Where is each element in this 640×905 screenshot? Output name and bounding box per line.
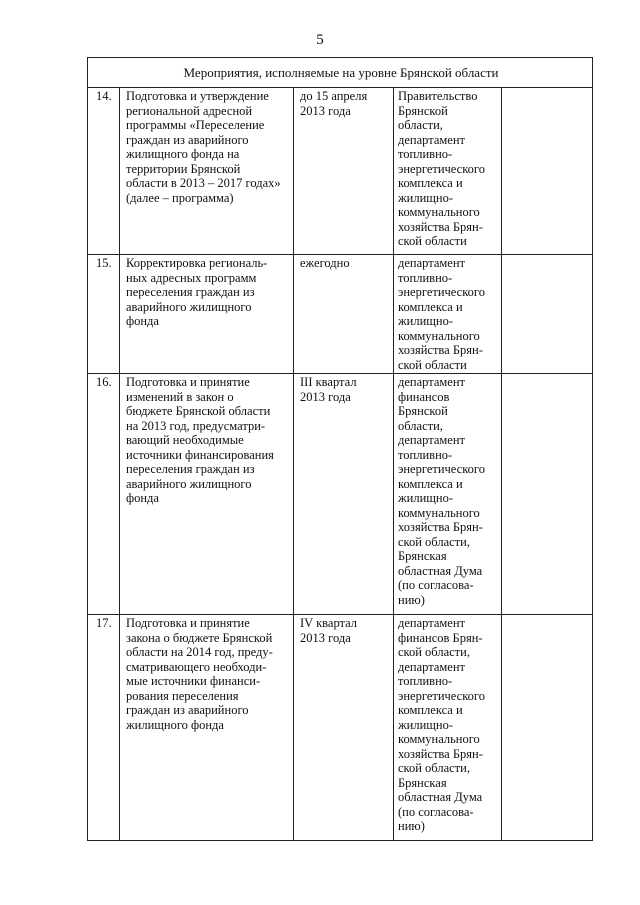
cell-line: Подготовка и принятие bbox=[126, 375, 250, 389]
cell-line: региональной адресной bbox=[126, 103, 253, 118]
cell-line: нию) bbox=[398, 819, 425, 833]
cell-line: 2013 года bbox=[300, 389, 351, 404]
cell-line: департамент bbox=[398, 375, 466, 389]
cell-line: фонда bbox=[126, 491, 159, 505]
cell-line: коммунального bbox=[398, 328, 480, 343]
cell-line: департамент bbox=[398, 132, 466, 147]
cell-line: 2013 года bbox=[300, 103, 351, 118]
cell-line: переселения граждан из bbox=[126, 285, 255, 299]
cell-line: Правительство bbox=[398, 89, 478, 103]
responsible-cell bbox=[394, 88, 502, 255]
cell-line: граждан из аварийного bbox=[126, 703, 249, 717]
cell-line: вающий необходимые bbox=[126, 433, 244, 447]
page-number: 5 bbox=[316, 32, 324, 48]
table-row bbox=[88, 615, 593, 841]
cell-line: энергетического bbox=[398, 285, 485, 299]
cell-line: (по согласова- bbox=[398, 578, 474, 592]
event-cell bbox=[120, 374, 294, 615]
cell-line: рования переселения bbox=[126, 688, 239, 703]
cell-line: финансов bbox=[398, 389, 450, 404]
cell-line: ской области, bbox=[398, 534, 470, 549]
empty-cell bbox=[502, 88, 593, 255]
cell-line: топливно- bbox=[398, 147, 453, 161]
row-number: 16. bbox=[88, 374, 120, 615]
cell-line: ежегодно bbox=[300, 256, 350, 270]
cell-line: жилищно- bbox=[398, 190, 453, 205]
cell-line: жилищно- bbox=[398, 314, 453, 328]
cell-line: граждан из аварийного bbox=[126, 132, 249, 147]
cell-line: комплекса и bbox=[398, 176, 463, 190]
cell-line: энергетического bbox=[398, 462, 485, 476]
cell-line: департамент bbox=[398, 433, 466, 447]
table-row bbox=[88, 88, 593, 255]
empty-cell bbox=[502, 255, 593, 374]
cell-line: топливно- bbox=[398, 674, 453, 688]
cell-line: на 2013 год, предусматри- bbox=[126, 418, 266, 433]
cell-line: нию) bbox=[398, 592, 425, 607]
cell-line: Корректировка региональ- bbox=[126, 256, 268, 270]
cell-line: жилищно- bbox=[398, 491, 453, 505]
cell-line: Брянской bbox=[398, 404, 448, 418]
cell-line: областная Дума bbox=[398, 790, 483, 804]
cell-line: аварийного жилищного bbox=[126, 476, 252, 491]
cell-line: аварийного жилищного bbox=[126, 299, 252, 314]
cell-line: IV квартал bbox=[300, 616, 358, 630]
cell-line: закона о бюджете Брянской bbox=[126, 630, 273, 645]
cell-line: хозяйства Брян- bbox=[398, 520, 483, 534]
cell-line: (по согласова- bbox=[398, 804, 474, 819]
deadline-cell bbox=[294, 615, 394, 841]
cell-line: энергетического bbox=[398, 688, 485, 703]
cell-line: жилищного фонда на bbox=[126, 147, 240, 161]
section-header-row bbox=[88, 58, 593, 88]
row-number: 14. bbox=[88, 88, 120, 255]
cell-line: Брянская bbox=[398, 775, 447, 790]
cell-line: ской области, bbox=[398, 761, 470, 775]
cell-line: хозяйства Брян- bbox=[398, 746, 483, 761]
cell-line: сматривающего необходи- bbox=[126, 659, 267, 674]
cell-line: комплекса и bbox=[398, 476, 463, 491]
cell-line: области на 2014 год, преду- bbox=[126, 645, 273, 659]
cell-line: переселения граждан из bbox=[126, 462, 255, 476]
cell-line: области в 2013 – 2017 годах» bbox=[126, 176, 281, 190]
table-row bbox=[88, 255, 593, 374]
cell-line: ской области bbox=[398, 357, 467, 372]
cell-line: хозяйства Брян- bbox=[398, 219, 483, 234]
cell-line: департамент bbox=[398, 256, 466, 270]
cell-line: III квартал bbox=[300, 375, 357, 389]
cell-line: ской области, bbox=[398, 645, 470, 659]
cell-line: коммунального bbox=[398, 505, 480, 520]
cell-line: коммунального bbox=[398, 205, 480, 219]
cell-line: топливно- bbox=[398, 270, 453, 285]
cell-line: департамент bbox=[398, 659, 466, 674]
cell-line: 2013 года bbox=[300, 630, 351, 645]
deadline-cell bbox=[294, 255, 394, 374]
cell-line: ных адресных программ bbox=[126, 270, 257, 285]
cell-line: жилищного фонда bbox=[126, 717, 224, 732]
event-cell bbox=[120, 615, 294, 841]
event-cell bbox=[120, 255, 294, 374]
cell-line: источники финансирования bbox=[126, 447, 274, 462]
responsible-cell bbox=[394, 255, 502, 374]
cell-line: изменений в закон о bbox=[126, 389, 234, 404]
cell-line: комплекса и bbox=[398, 703, 463, 717]
cell-line: до 15 апреля bbox=[300, 89, 368, 103]
deadline-cell bbox=[294, 374, 394, 615]
cell-line: территории Брянской bbox=[126, 161, 241, 176]
cell-line: хозяйства Брян- bbox=[398, 343, 483, 357]
cell-line: комплекса и bbox=[398, 299, 463, 314]
cell-line: департамент bbox=[398, 616, 466, 630]
event-cell bbox=[120, 88, 294, 255]
empty-cell bbox=[502, 615, 593, 841]
cell-line: программы «Переселение bbox=[126, 118, 265, 132]
cell-line: бюджете Брянской области bbox=[126, 404, 271, 418]
cell-line: энергетического bbox=[398, 161, 485, 176]
cell-line: Подготовка и утверждение bbox=[126, 89, 269, 103]
responsible-cell bbox=[394, 374, 502, 615]
deadline-cell bbox=[294, 88, 394, 255]
cell-line: области, bbox=[398, 418, 443, 433]
section-title: Мероприятия, исполняемые на уровне Брянской области bbox=[88, 58, 593, 88]
cell-line: коммунального bbox=[398, 732, 480, 746]
cell-line: Брянской bbox=[398, 103, 448, 118]
row-number: 15. bbox=[88, 255, 120, 374]
cell-line: ской области bbox=[398, 234, 467, 248]
cell-line: жилищно- bbox=[398, 717, 453, 732]
cell-line: (далее – программа) bbox=[126, 190, 234, 205]
row-number: 17. bbox=[88, 615, 120, 841]
cell-line: топливно- bbox=[398, 447, 453, 462]
responsible-cell bbox=[394, 615, 502, 841]
cell-line: Подготовка и принятие bbox=[126, 616, 250, 630]
table-row bbox=[88, 374, 593, 615]
cell-line: финансов Брян- bbox=[398, 630, 483, 645]
cell-line: области, bbox=[398, 118, 443, 132]
empty-cell bbox=[502, 374, 593, 615]
cell-line: мые источники финанси- bbox=[126, 674, 261, 688]
cell-line: Брянская bbox=[398, 549, 447, 563]
measures-table bbox=[87, 57, 593, 841]
cell-line: областная Дума bbox=[398, 563, 483, 578]
cell-line: фонда bbox=[126, 314, 159, 328]
